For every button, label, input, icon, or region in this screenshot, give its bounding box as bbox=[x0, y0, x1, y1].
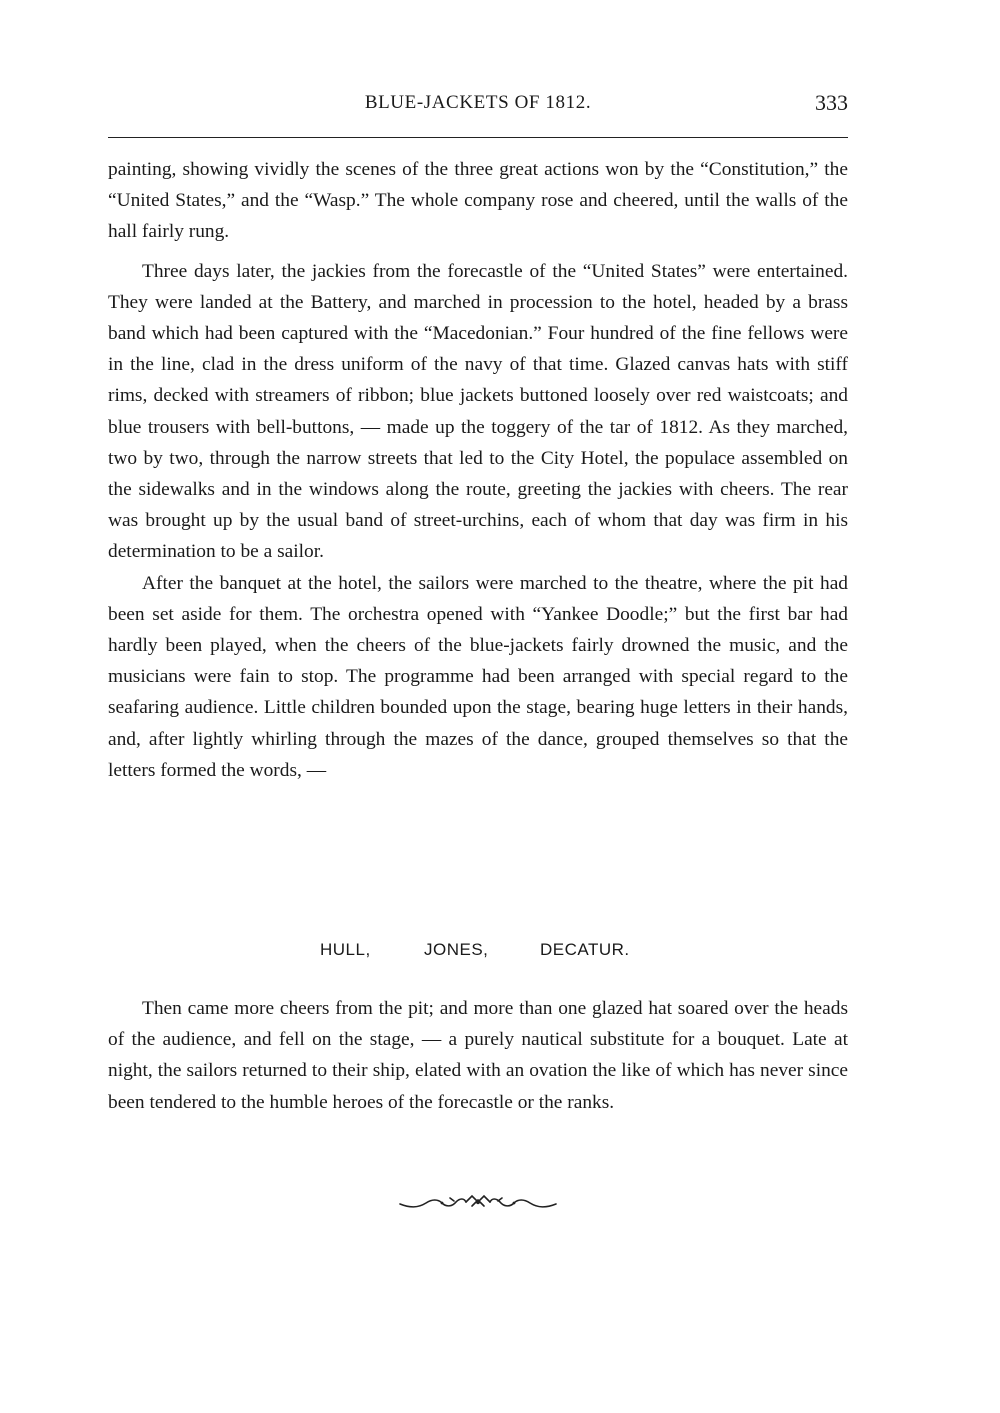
page-number: 333 bbox=[815, 90, 848, 115]
body-text bbox=[108, 154, 848, 786]
name-jones: JONES, bbox=[424, 940, 489, 959]
header-rule bbox=[108, 137, 848, 138]
paragraph-3: After the banquet at the hotel, the sailors were marched to the theatre, where the pit had been set aside for them. The orchestra opened with “Yankee Doodle;” but the first bar had hardly been played, when the cheers of the blue-jackets fairly drowned the music, and the musicians were fain to stop. The programme had been arranged with special regard to the seafaring audience. Little children bounded upon the stage, bearing huge letters in their hands, and, after lightly whirling through the mazes of the dance, grouped themselves so that the letters formed the words, — bbox=[108, 572, 848, 781]
tailpiece-ornament-icon bbox=[398, 1188, 558, 1218]
paragraph-2: Three days later, the jackies from the forecastle of the “United States” were entertained. They were landed at the Battery, and marched in procession to the hotel, headed by a brass band which had been captured with the “Macedonian.” Four hundred of the fine fellows were in the line, clad in the dress uniform of the navy of that time. Glazed canvas hats with stiff rims, decked with streamers of ribbon; blue jackets buttoned loosely over red waistcoats; and blue trousers with bell-buttons, — made up the toggery of the tar of 1812. As they marched, two by two, through the narrow streets that led to the City Hotel, the populace assembled on the sidewalks and in the windows along the route, greeting the jackies with cheers. The rear was brought up by the usual band of street-urchins, each of whom that day was firm in his determination to be a sailor. bbox=[108, 260, 848, 563]
running-title: BLUE-JACKETS OF 1812. bbox=[364, 92, 592, 113]
page-header bbox=[108, 90, 848, 122]
hero-names bbox=[108, 940, 848, 970]
name-decatur: DECATUR. bbox=[540, 940, 630, 959]
name-hull: HULL, bbox=[320, 940, 371, 959]
paragraph-1: painting, showing vividly the scenes of the three great actions won by the “Constitution,” the “United States,” and the “Wasp.” The whole company rose and cheered, until the walls of the hall fairly rung. bbox=[108, 159, 848, 243]
paragraph-4: Then came more cheers from the pit; and more than one glazed hat soared over the heads of the audience, and fell on the stage, — a purely nautical substitute for a bouquet. Late at night, the sailors returned to their ship, elated with an ovation the like of which has never since been tendered to the humble heroes of the forecastle or the ranks. bbox=[108, 998, 848, 1113]
closing-text bbox=[108, 993, 848, 1118]
